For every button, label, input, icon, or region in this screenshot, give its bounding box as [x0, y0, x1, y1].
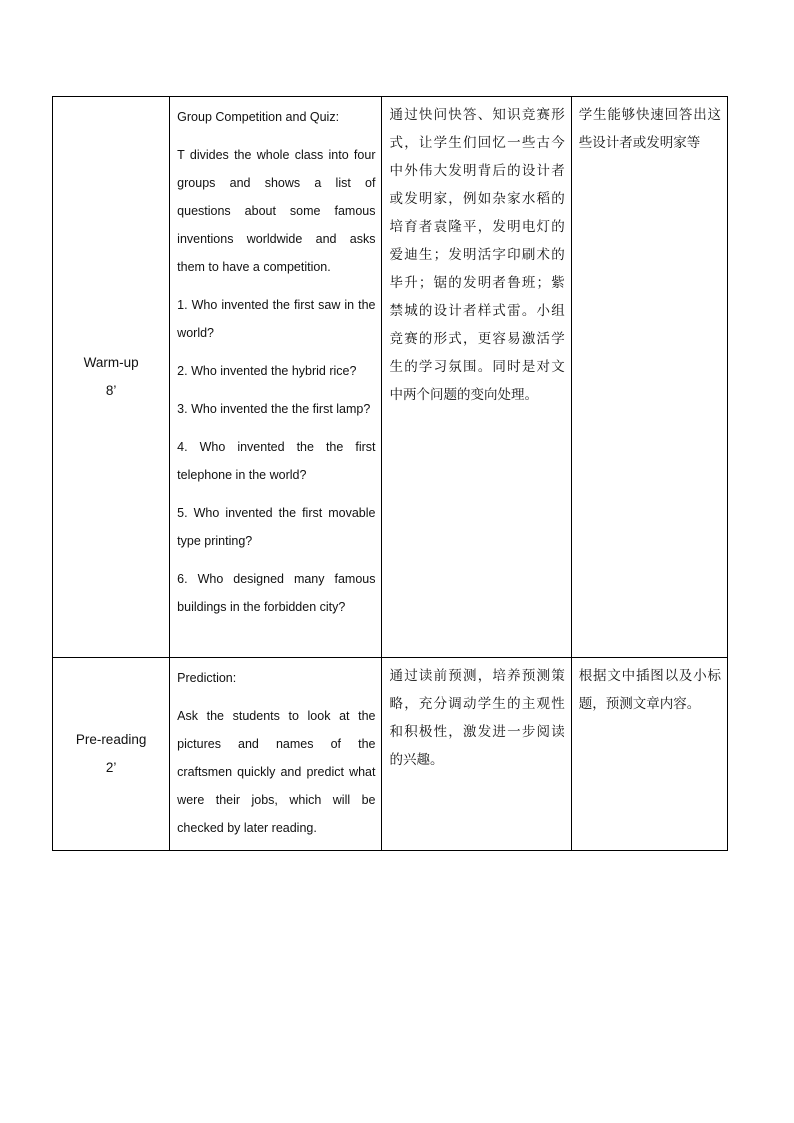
effect-cell: 学生能够快速回答出这些设计者或发明家等: [571, 97, 727, 658]
quiz-question: 5. Who invented the first movable type printing?: [177, 506, 376, 548]
stage-name: Pre-reading: [75, 732, 147, 747]
table-row-pre-reading: [53, 658, 728, 851]
quiz-question: 2. Who invented the hybrid rice?: [177, 364, 357, 378]
purpose-cell: 通过读前预测，培养预测策略，充分调动学生的主观性和积极性，激发进一步阅读的兴趣。: [382, 658, 571, 851]
stage-cell: [53, 658, 170, 851]
stage-time: 8’: [105, 383, 117, 398]
activity-heading: Group Competition and Quiz:: [177, 110, 340, 124]
activity-paragraph: T divides the whole class into four groups and shows a list of questions about some famous inventions worldwide and asks them to have a competition.: [177, 148, 376, 274]
stage-cell: [53, 97, 170, 658]
activity-cell: [170, 658, 382, 851]
table-row-warm-up: [53, 97, 728, 658]
quiz-question: 3. Who invented the the first lamp?: [177, 402, 371, 416]
quiz-question: 1. Who invented the first saw in the world?: [177, 298, 376, 340]
activity-paragraph: Ask the students to look at the pictures and names of the craftsmen quickly and predict what were their jobs, which will be checked by later reading.: [177, 709, 376, 835]
activity-cell: [170, 97, 382, 658]
stage-name: Warm-up: [83, 355, 139, 370]
quiz-question: 4. Who invented the the first telephone in the world?: [177, 440, 376, 482]
lesson-plan-table: [52, 96, 728, 851]
stage-time: 2’: [105, 760, 117, 775]
effect-cell: 根据文中插图以及小标题，预测文章内容。: [571, 658, 727, 851]
purpose-cell: 通过快问快答、知识竞赛形式，让学生们回忆一些古今中外伟大发明背后的设计者或发明家，例如杂家水稻的培育者袁隆平，发明电灯的爱迪生；发明活字印刷术的毕升；锯的发明者鲁班；紫禁城的设计者样式雷。小组竞赛的形式，更容易激活学生的学习氛围。同时是对文中两个问题的变向处理。: [382, 97, 571, 658]
activity-heading: Prediction:: [177, 671, 237, 685]
quiz-question: 6. Who designed many famous buildings in the forbidden city?: [177, 572, 376, 614]
